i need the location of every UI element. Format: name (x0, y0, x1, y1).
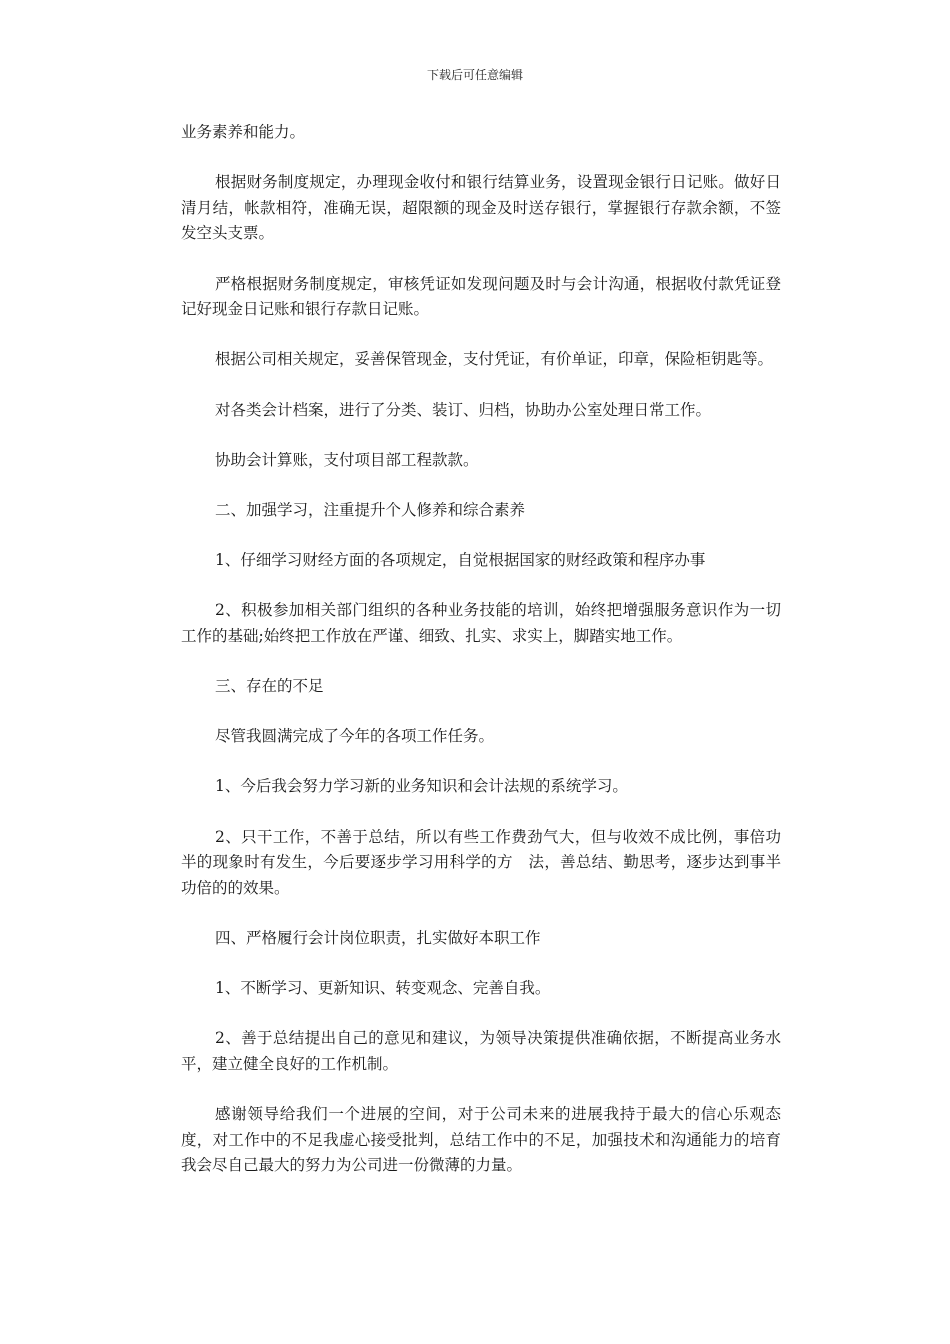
list-item: 1、仔细学习财经方面的各项规定，自觉根据国家的财经政策和程序办事 (215, 551, 706, 570)
page-header: 下载后可任意编辑 (426, 68, 523, 82)
list-item: 1、不断学习、更新知识、转变观念、完善自我。 (215, 979, 551, 998)
list-item: 2、善于总结提出自己的意见和建议，为领导决策提供准确依据，不断提高业务水平，建立健全良好的工作机制。 (181, 1029, 781, 1073)
section-heading: 二、加强学习，注重提升个人修养和综合素养 (215, 500, 526, 519)
paragraph: 严格根据财务制度规定，审核凭证如发现问题及时与会计沟通，根据收付款凭证登记好现金日记账和银行存款日记账。 (181, 274, 781, 319)
paragraph: 根据公司相关规定，妥善保管现金，支付凭证，有价单证，印章，保险柜钥匙等。 (215, 350, 774, 369)
closing-paragraph: 感谢领导给我们一个进展的空间，对于公司未来的进展我持于最大的信心乐观态度，对工作中的不足我虚心接受批判，总结工作中的不足，加强技术和沟通能力的培育我会尽自己最大的努力为公司进一份微薄的力量。 (181, 1105, 781, 1175)
list-item: 1、今后我会努力学习新的业务知识和会计法规的系统学习。 (215, 777, 628, 796)
paragraph: 对各类会计档案，进行了分类、装订、归档，协助办公室处理日常工作。 (215, 400, 712, 419)
document-body (181, 120, 781, 1204)
paragraph: 尽管我圆满完成了今年的各项工作任务。 (215, 727, 495, 746)
section-heading: 三、存在的不足 (215, 677, 324, 696)
paragraph: 业务素养和能力。 (181, 123, 306, 141)
paragraph: 协助会计算账，支付项目部工程款款。 (215, 450, 479, 469)
section-heading: 四、严格履行会计岗位职责，扎实做好本职工作 (215, 929, 541, 947)
paragraph: 根据财务制度规定，办理现金收付和银行结算业务，设置现金银行日记账。做好日清月结，帐款相符，准确无误，超限额的现金及时送存银行，掌握银行存款余额，不签发空头支票。 (181, 173, 781, 243)
list-item: 2、只干工作，不善于总结，所以有些工作费劲气大，但与收效不成比例，事倍功半的现象时有发生，今后要逐步学习用科学的方 法，善总结、勤思考，逐步达到事半功倍的的效果。 (181, 827, 781, 897)
list-item: 2、积极参加相关部门组织的各种业务技能的培训，始终把增强服务意识作为一切工作的基础;始终把工作放在严谨、细致、扎实、求实上，脚踏实地工作。 (181, 601, 781, 645)
